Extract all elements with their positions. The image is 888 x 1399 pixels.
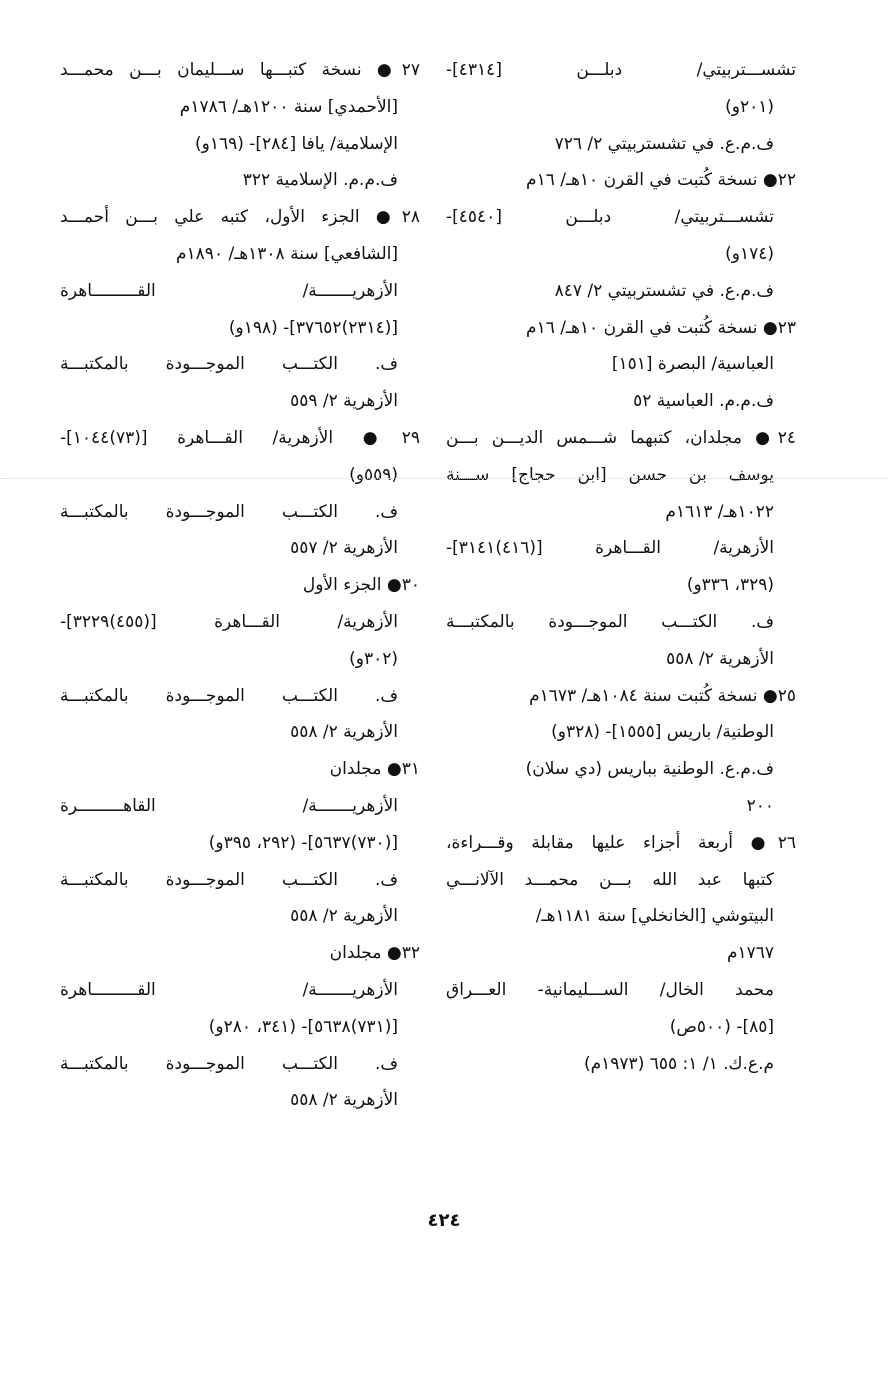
entry-line: الأزهريـــــــة/ القـــــــــاهرة (60, 979, 398, 1000)
entry-line: [(٧٣١)٥٦٣٨]- (٣٤١، ٢٨٠و) (208, 1016, 398, 1037)
entry-line: [(٧٣٠)٥٦٣٧]- (٢٩٢، ٣٩٥و) (208, 832, 398, 853)
entry-line: الوطنية/ باريس [١٥٥٥]- (٣٢٨و) (551, 722, 774, 743)
entry-line: [الأحمدي] سنة ١٢٠٠هـ/ ١٧٨٦م (179, 96, 398, 117)
entry-line: تشســـتربيتي/ دبلـــن [٤٥٤٠]- (446, 207, 774, 228)
entry-line: الأزهريـــــــة/ القـــــــــاهرة (60, 280, 398, 301)
entry-line: الأزهرية ٢/ ٥٥٨ (290, 1090, 398, 1111)
entry-line: ٢٢● نسخة كُتبت في القرن ١٠هـ/ ١٦م (526, 170, 796, 191)
entry-line: يوسف بن حسن [ابن حجاج] ســـنة (446, 464, 774, 485)
entry-line: [٨٥]- (٥٠٠ص) (669, 1016, 774, 1037)
entry-line: ف. الكتـــب الموجـــودة بالمكتبـــة (60, 354, 398, 375)
catalog-entry (60, 199, 420, 420)
entry-line: محمد الخال/ الســـليمانية- العـــراق (446, 979, 774, 1000)
entry-line: الإسلامية/ يافا [٢٨٤]- (١٦٩و) (194, 133, 398, 154)
entry-line: ف. الكتـــب الموجـــودة بالمكتبـــة (60, 869, 398, 890)
entry-line: ٣٠● الجزء الأول (302, 575, 420, 596)
catalog-entry (446, 310, 796, 420)
catalog-entry (60, 52, 420, 199)
page-number: ٤٢٤ (427, 1210, 461, 1231)
entry-line: [(٢٣١٤)٣٧٦٥٢]- (١٩٨و) (228, 317, 398, 338)
entry-line: ف. الكتـــب الموجـــودة بالمكتبـــة (60, 501, 398, 522)
entry-line: (١٧٤و) (725, 243, 774, 264)
entry-line: ف. الكتـــب الموجـــودة بالمكتبـــة (446, 611, 774, 632)
entry-line: ٣٢● مجلدان (329, 943, 420, 964)
entry-line: ف.م.م. الإسلامية ٣٢٢ (242, 170, 398, 191)
entry-line: (٣٢٩، ٣٣٦و) (686, 575, 774, 596)
catalog-entry (60, 420, 420, 567)
catalog-entry (60, 935, 420, 1119)
entry-line: ٢٠٠ (746, 795, 774, 816)
entry-line: ف.م.م. العباسية ٥٢ (633, 391, 774, 412)
entry-line: الأزهرية/ القـــاهرة [(٤٥٥)٣٢٢٩]- (60, 611, 398, 632)
entry-line: تشســـتربيتي/ دبلـــن [٤٣١٤]- (446, 60, 796, 80)
entry-line: ٢٨● الجزء الأول، كتبه علي بـــن أحمـــد (60, 207, 420, 228)
entry-line: العباسية/ البصرة [١٥١] (611, 354, 774, 375)
entry-line: ٢٦● أربعة أجزاء عليها مقابلة وقـــراءة، (446, 832, 796, 853)
entry-line: ف.م.ع. في تشستربيتي ٢/ ٨٤٧ (554, 280, 774, 301)
entry-line: (٣٠٢و) (349, 648, 398, 669)
entry-line: الأزهرية ٢/ ٥٥٧ (290, 538, 398, 559)
catalog-entry (446, 162, 796, 309)
entry-line: كتبها عبد الله بـــن محمـــد الآلانـــي (446, 869, 774, 890)
catalog-entry (446, 52, 796, 162)
entry-line: ١٧٦٧م (726, 943, 774, 964)
entry-line: ٢٣● نسخة كُتبت في القرن ١٠هـ/ ١٦م (526, 317, 796, 338)
entry-line: [الشافعي] سنة ١٣٠٨هـ/ ١٨٩٠م (176, 243, 398, 264)
entry-line: الأزهريـــــــة/ القاهـــــــــرة (60, 795, 398, 816)
entry-line: الأزهرية/ القـــاهرة [(٤١٦)٣١٤١]- (446, 538, 774, 559)
catalog-entry (446, 825, 796, 1083)
entry-line: الأزهرية ٢/ ٥٥٩ (290, 391, 398, 412)
left-column (60, 52, 420, 1119)
entry-line: ٢٩● الأزهرية/ القـــاهرة [(٧٣)١٠٤٤]- (60, 427, 420, 448)
entry-line: ف. الكتـــب الموجـــودة بالمكتبـــة (60, 685, 398, 706)
entry-line: ف.م.ع. في تشستربيتي ٢/ ٧٢٦ (554, 133, 774, 154)
entry-line: البيتوشي [الخانخلي] سنة ١١٨١هـ/ (535, 906, 774, 927)
entry-line: الأزهرية ٢/ ٥٥٨ (290, 722, 398, 743)
entry-line: ف.م.ع. الوطنية بباريس (دي سلان) (525, 759, 774, 780)
entry-line: ٣١● مجلدان (329, 759, 420, 780)
entry-line: ٢٥● نسخة كُتبت سنة ١٠٨٤هـ/ ١٦٧٣م (529, 685, 796, 706)
entry-line: الأزهرية ٢/ ٥٥٨ (666, 648, 774, 669)
right-column (446, 52, 796, 1082)
entry-line: ٢٧● نسخة كتبـــها ســـليمان بـــن محمـــد (60, 60, 420, 80)
catalog-entry (446, 420, 796, 678)
catalog-entry (60, 567, 420, 751)
entry-line: ٢٤● مجلدان، كتبهما شـــمس الديـــن بـــن (446, 427, 796, 448)
entry-line: الأزهرية ٢/ ٥٥٨ (290, 906, 398, 927)
entry-line: ١٠٢٢هـ/ ١٦١٣م (665, 501, 774, 522)
catalog-entry (446, 678, 796, 825)
entry-line: (٢٠١و) (725, 96, 774, 117)
scan-divider-line (0, 478, 888, 480)
entry-line: م.ع.ك. ١/ ١: ٦٥٥ (١٩٧٣م) (583, 1053, 774, 1074)
entry-line: ف. الكتـــب الموجـــودة بالمكتبـــة (60, 1053, 398, 1074)
entry-line: (٥٥٩و) (349, 464, 398, 485)
catalog-entry (60, 751, 420, 935)
